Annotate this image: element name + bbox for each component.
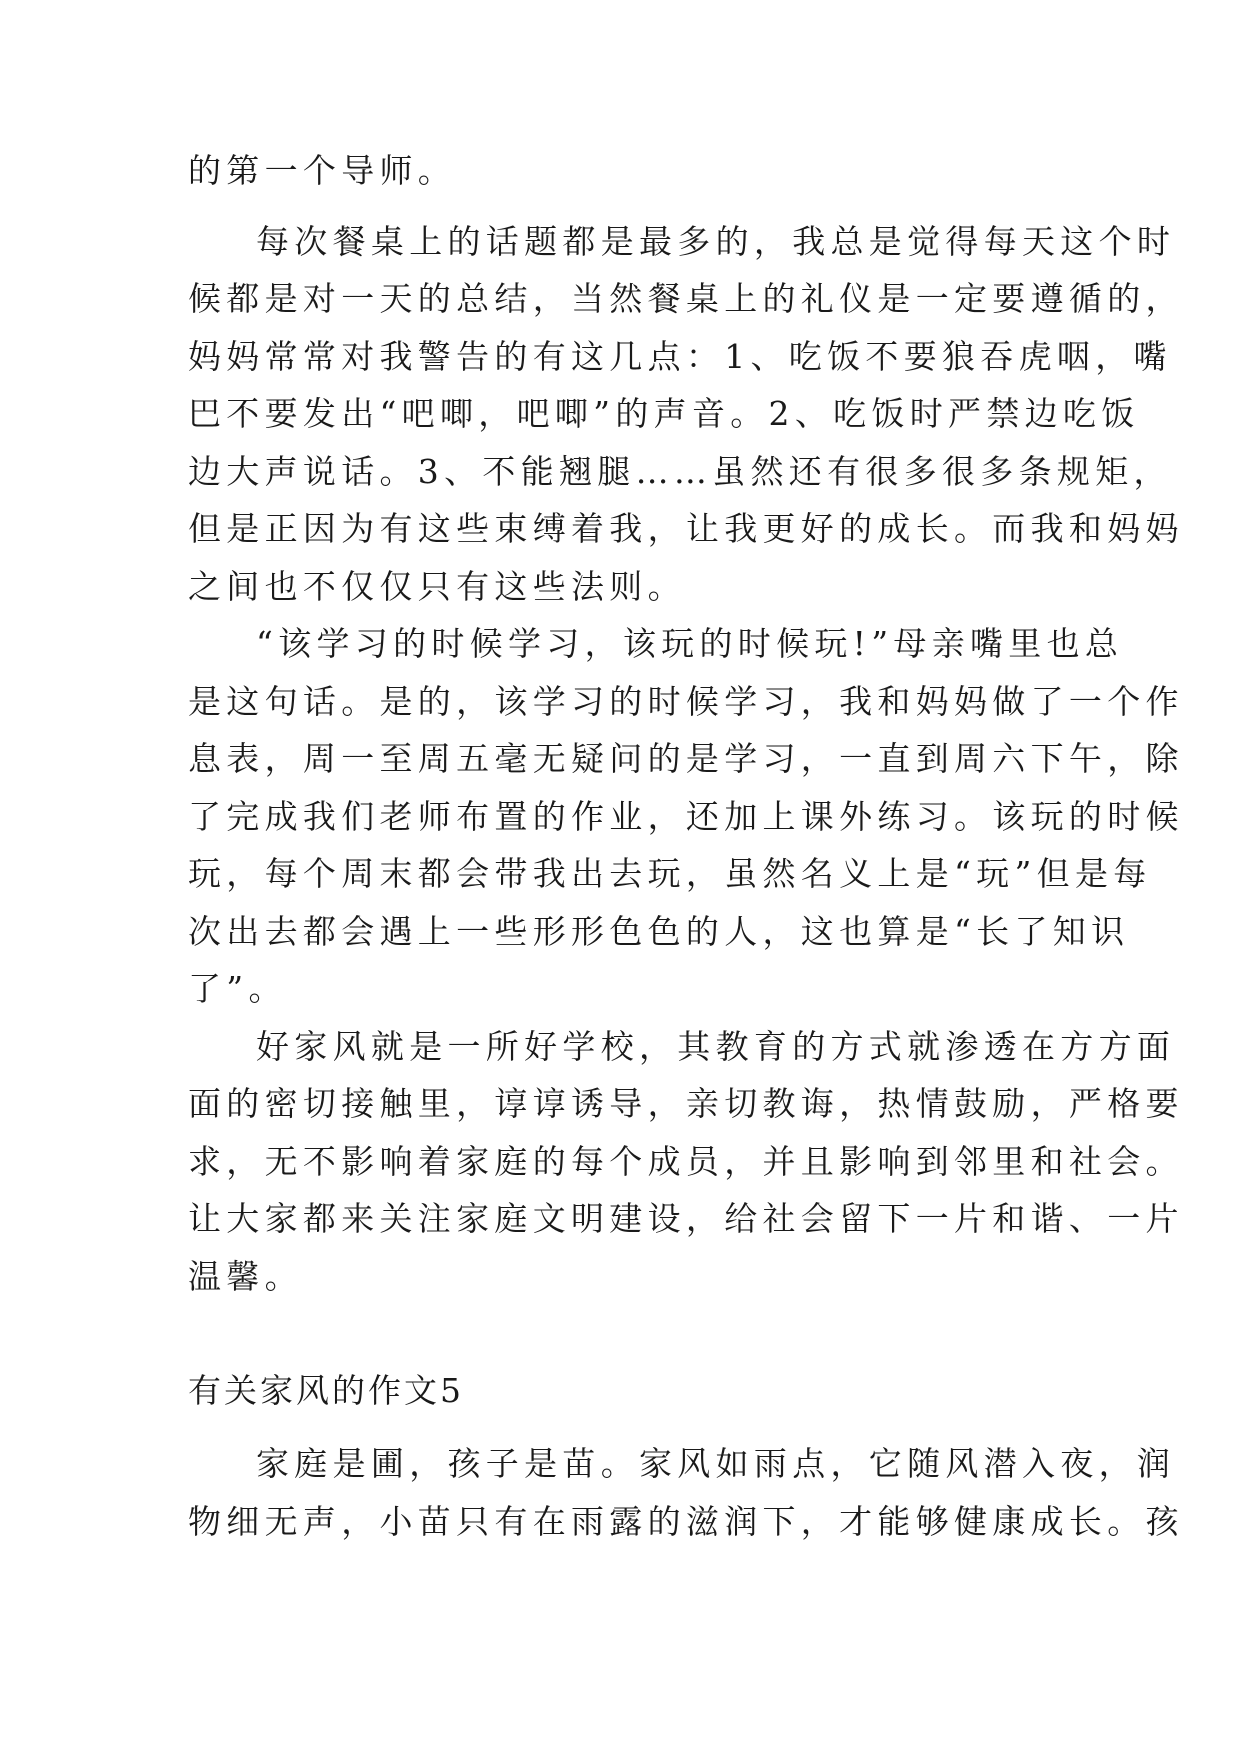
text-line: 物细无声，小苗只有在雨露的滋润下，才能够健康成长。孩 [188,1502,1184,1541]
section-title: 有关家风的作文5 [188,1371,464,1410]
text-line: 家庭是圃，孩子是苗。家风如雨点，它随风潜入夜，润 [256,1444,1176,1483]
text-line: 次出去都会遇上一些形形色色的人，这也算是“长了知识 [188,912,1130,951]
text-line: 的第一个导师。 [188,151,457,190]
text-line: 息表，周一至周五毫无疑问的是学习，一直到周六下午，除 [188,739,1184,778]
text-line: 巴不要发出“吧唧，吧唧”的声音。2、吃饭时严禁边吃饭 [188,394,1140,433]
text-line: 面的密切接触里，谆谆诱导，亲切教诲，热情鼓励，严格要 [188,1084,1184,1123]
text-line: 但是正因为有这些束缚着我，让我更好的成长。而我和妈妈 [188,509,1184,548]
text-line: 每次餐桌上的话题都是最多的，我总是觉得每天这个时 [256,222,1176,261]
text-line: 妈妈常常对我警告的有这几点：1、吃饭不要狼吞虎咽，嘴 [188,337,1172,376]
text-line: 候都是对一天的总结，当然餐桌上的礼仪是一定要遵循的， [188,279,1184,318]
text-line: 温馨。 [188,1257,303,1296]
text-line: 让大家都来关注家庭文明建设，给社会留下一片和谐、一片 [188,1199,1184,1238]
text-line: 好家风就是一所好学校，其教育的方式就渗透在方方面 [256,1027,1176,1066]
text-line: 之间也不仅仅只有这些法则。 [188,567,686,606]
text-line: 边大声说话。3、不能翘腿……虽然还有很多很多条规矩， [188,452,1172,491]
text-line: 是这句话。是的，该学习的时候学习，我和妈妈做了一个作 [188,682,1184,721]
text-line: 了完成我们老师布置的作业，还加上课外练习。该玩的时候 [188,797,1184,836]
text-line: “该学习的时候学习，该玩的时候玩!”母亲嘴里也总 [256,624,1124,663]
text-line: 玩，每个周末都会带我出去玩，虽然名义上是“玩”但是每 [188,854,1152,893]
text-line: 了”。 [188,969,287,1008]
text-line: 求，无不影响着家庭的每个成员，并且影响到邻里和社会。 [188,1142,1184,1181]
